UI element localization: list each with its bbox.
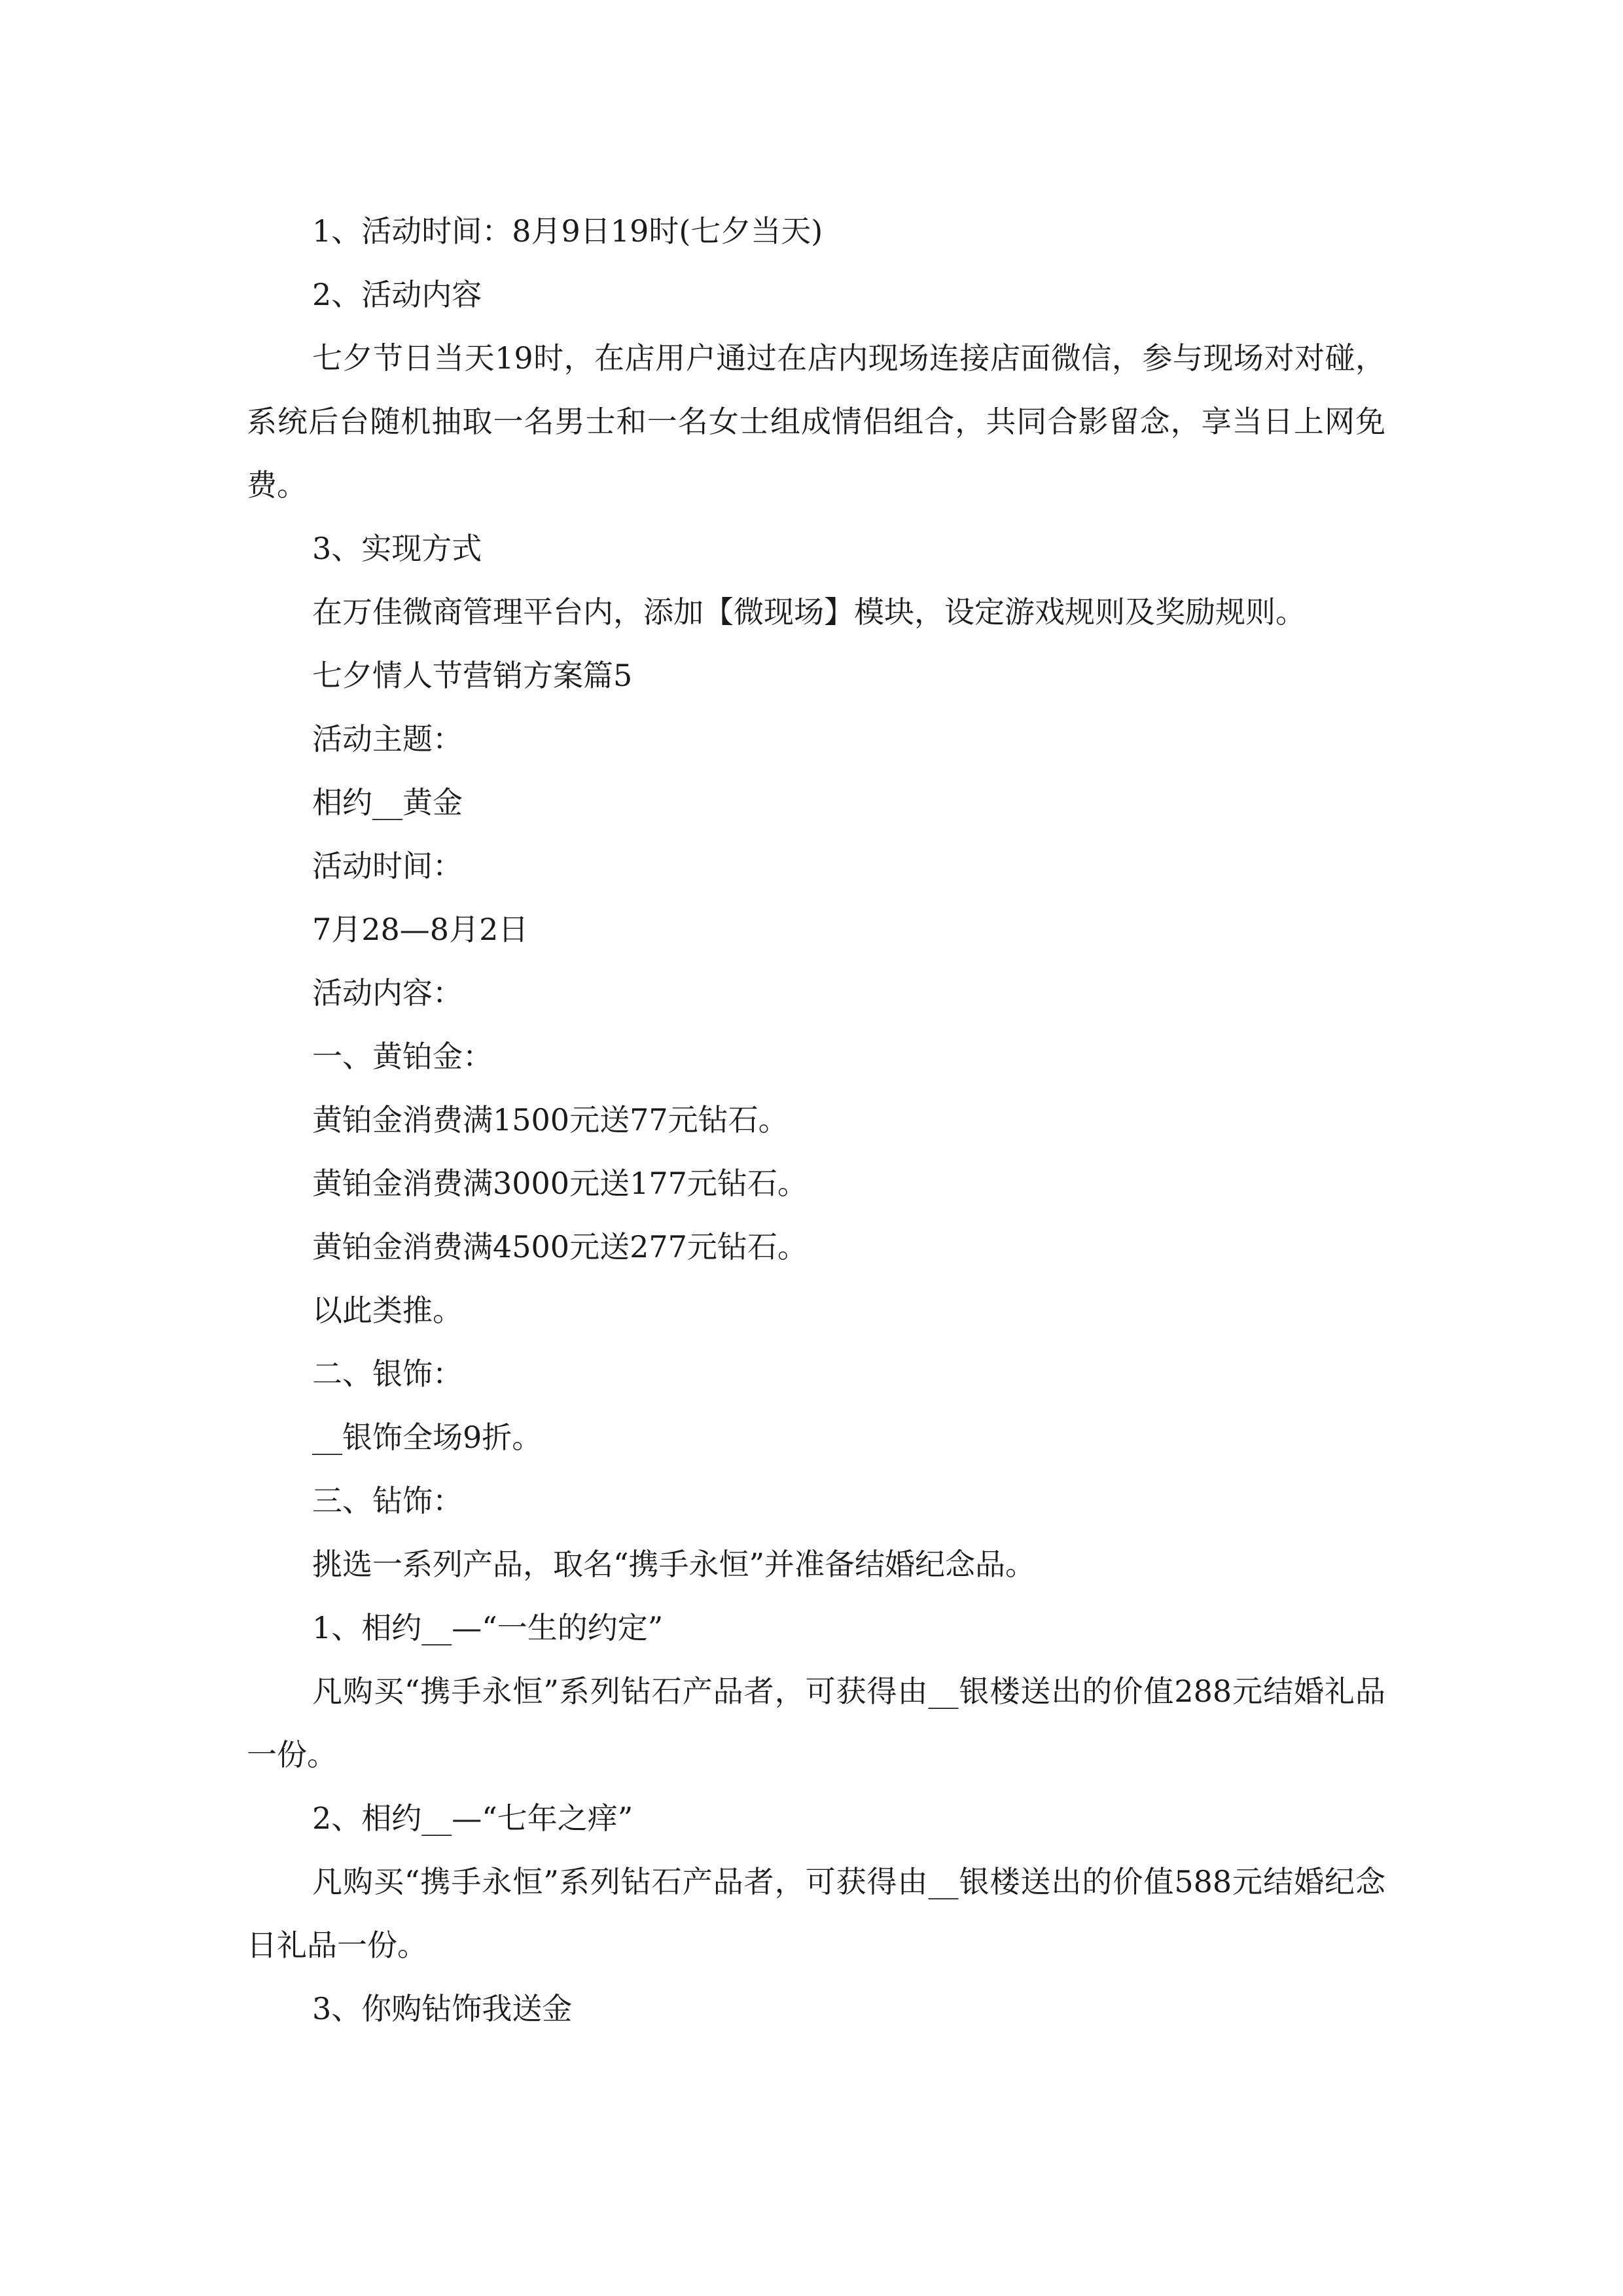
paragraph: 凡购买“携手永恒”系列钻石产品者，可获得由__银楼送出的价值588元结婚纪念日礼品一份。 <box>247 1864 1385 1963</box>
paragraph: 活动时间： <box>312 848 463 884</box>
paragraph: 二、银饰： <box>312 1356 463 1391</box>
paragraph: 7月28—8月2日 <box>312 912 529 947</box>
paragraph: 一、黄铂金： <box>312 1039 493 1074</box>
section-heading: 七夕情人节营销方案篇5 <box>312 658 633 693</box>
paragraph: 活动主题： <box>312 721 463 757</box>
paragraph: 黄铂金消费满3000元送177元钻石。 <box>312 1166 808 1201</box>
paragraph: 挑选一系列产品，取名“携手永恒”并准备结婚纪念品。 <box>312 1547 1036 1582</box>
paragraph: 黄铂金消费满4500元送277元钻石。 <box>312 1229 808 1265</box>
paragraph: 黄铂金消费满1500元送77元钻石。 <box>312 1102 789 1138</box>
paragraph: 1、相约__—“一生的约定” <box>312 1610 664 1645</box>
paragraph: 活动内容： <box>312 975 463 1011</box>
paragraph: 2、活动内容 <box>312 277 482 312</box>
paragraph: 2、相约__—“七年之痒” <box>312 1801 633 1836</box>
paragraph: __银饰全场9折。 <box>312 1420 543 1455</box>
paragraph: 3、实现方式 <box>312 531 482 566</box>
paragraph: 3、你购钻饰我送金 <box>312 1991 573 2026</box>
paragraph: 以此类推。 <box>312 1293 463 1328</box>
paragraph: 在万佳微商管理平台内，添加【微现场】模块，设定游戏规则及奖励规则。 <box>312 594 1306 630</box>
paragraph: 凡购买“携手永恒”系列钻石产品者，可获得由__银楼送出的价值288元结婚礼品一份。 <box>247 1674 1385 1772</box>
paragraph: 七夕节日当天19时，在店用户通过在店内现场连接店面微信，参与现场对对碰，系统后台随机抽取一名男士和一名女士组成情侣组合，共同合影留念，享当日上网免费。 <box>247 340 1385 503</box>
paragraph: 相约__黄金 <box>312 785 463 820</box>
paragraph: 三、钻饰： <box>312 1483 463 1518</box>
document-body <box>247 200 1385 2041</box>
paragraph: 1、活动时间：8月9日19时(七夕当天) <box>312 213 823 249</box>
